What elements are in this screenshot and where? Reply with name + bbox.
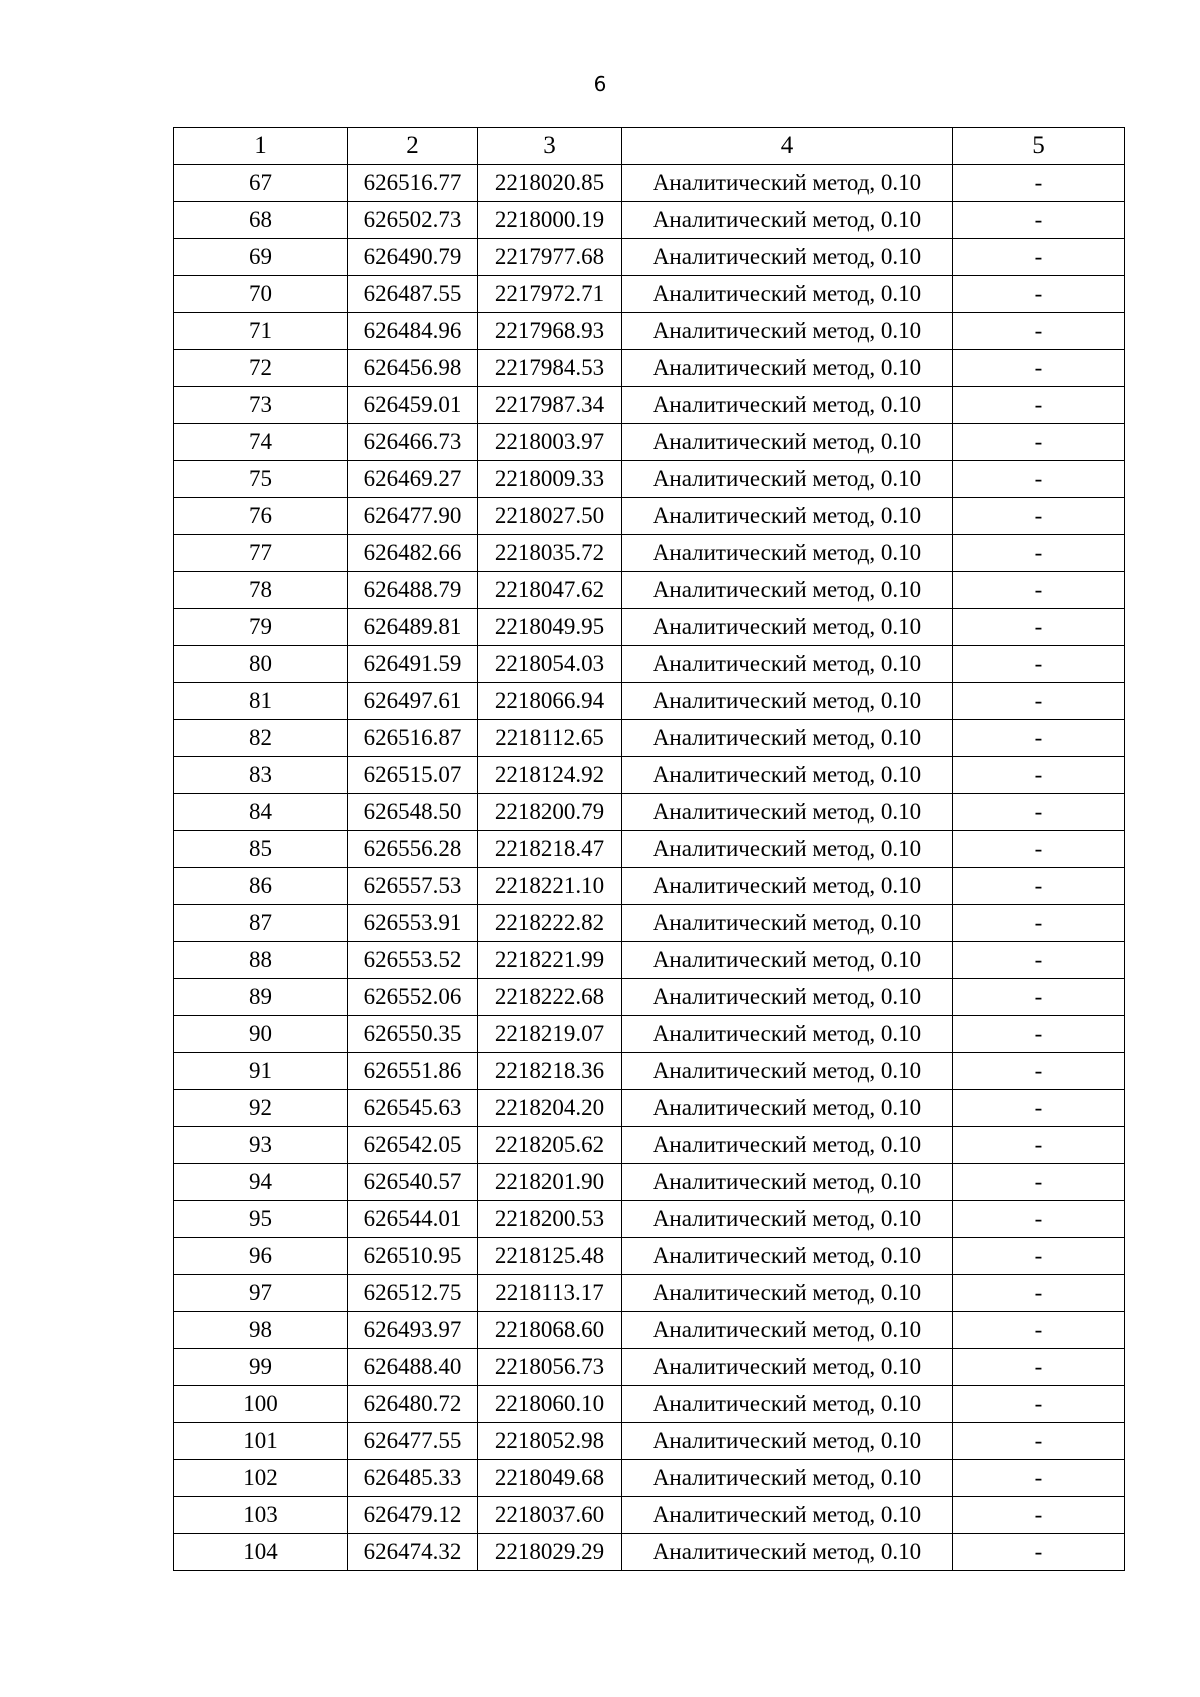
point-number-cell: 76 xyxy=(174,498,348,535)
x-coordinate-cell: 626556.28 xyxy=(348,831,478,868)
y-coordinate-cell: 2218049.95 xyxy=(478,609,622,646)
x-coordinate-cell: 626469.27 xyxy=(348,461,478,498)
table-row xyxy=(174,1534,1125,1571)
table-row xyxy=(174,720,1125,757)
y-coordinate-cell: 2218020.85 xyxy=(478,165,622,202)
table-row xyxy=(174,239,1125,276)
x-coordinate-cell: 626553.52 xyxy=(348,942,478,979)
y-coordinate-cell: 2218219.07 xyxy=(478,1016,622,1053)
y-coordinate-cell: 2218221.10 xyxy=(478,868,622,905)
method-cell: Аналитический метод, 0.10 xyxy=(622,535,953,572)
description-cell: - xyxy=(953,831,1125,868)
point-number-cell: 73 xyxy=(174,387,348,424)
y-coordinate-cell: 2218200.53 xyxy=(478,1201,622,1238)
method-cell: Аналитический метод, 0.10 xyxy=(622,1386,953,1423)
description-cell: - xyxy=(953,1312,1125,1349)
x-coordinate-cell: 626459.01 xyxy=(348,387,478,424)
method-cell: Аналитический метод, 0.10 xyxy=(622,720,953,757)
x-coordinate-cell: 626487.55 xyxy=(348,276,478,313)
table-row xyxy=(174,1349,1125,1386)
description-cell: - xyxy=(953,350,1125,387)
point-number-cell: 86 xyxy=(174,868,348,905)
y-coordinate-cell: 2218222.68 xyxy=(478,979,622,1016)
point-number-cell: 88 xyxy=(174,942,348,979)
point-number-cell: 83 xyxy=(174,757,348,794)
table-row xyxy=(174,1312,1125,1349)
description-cell: - xyxy=(953,1201,1125,1238)
method-cell: Аналитический метод, 0.10 xyxy=(622,942,953,979)
x-coordinate-cell: 626557.53 xyxy=(348,868,478,905)
y-coordinate-cell: 2218066.94 xyxy=(478,683,622,720)
point-number-cell: 74 xyxy=(174,424,348,461)
point-number-cell: 91 xyxy=(174,1053,348,1090)
y-coordinate-cell: 2218003.97 xyxy=(478,424,622,461)
point-number-cell: 104 xyxy=(174,1534,348,1571)
description-cell: - xyxy=(953,535,1125,572)
table-row xyxy=(174,1497,1125,1534)
x-coordinate-cell: 626491.59 xyxy=(348,646,478,683)
x-coordinate-cell: 626480.72 xyxy=(348,1386,478,1423)
method-cell: Аналитический метод, 0.10 xyxy=(622,646,953,683)
point-number-cell: 103 xyxy=(174,1497,348,1534)
x-coordinate-cell: 626456.98 xyxy=(348,350,478,387)
y-coordinate-cell: 2218047.62 xyxy=(478,572,622,609)
y-coordinate-cell: 2218000.19 xyxy=(478,202,622,239)
y-coordinate-cell: 2218060.10 xyxy=(478,1386,622,1423)
point-number-cell: 102 xyxy=(174,1460,348,1497)
point-number-cell: 95 xyxy=(174,1201,348,1238)
x-coordinate-cell: 626544.01 xyxy=(348,1201,478,1238)
x-coordinate-cell: 626510.95 xyxy=(348,1238,478,1275)
point-number-cell: 97 xyxy=(174,1275,348,1312)
point-number-cell: 75 xyxy=(174,461,348,498)
description-cell: - xyxy=(953,313,1125,350)
x-coordinate-cell: 626490.79 xyxy=(348,239,478,276)
description-cell: - xyxy=(953,276,1125,313)
point-number-cell: 89 xyxy=(174,979,348,1016)
method-cell: Аналитический метод, 0.10 xyxy=(622,1090,953,1127)
table-row xyxy=(174,202,1125,239)
method-cell: Аналитический метод, 0.10 xyxy=(622,1349,953,1386)
method-cell: Аналитический метод, 0.10 xyxy=(622,498,953,535)
y-coordinate-cell: 2218200.79 xyxy=(478,794,622,831)
y-coordinate-cell: 2218218.47 xyxy=(478,831,622,868)
point-number-cell: 85 xyxy=(174,831,348,868)
description-cell: - xyxy=(953,202,1125,239)
x-coordinate-cell: 626548.50 xyxy=(348,794,478,831)
description-cell: - xyxy=(953,239,1125,276)
table-row xyxy=(174,461,1125,498)
description-cell: - xyxy=(953,979,1125,1016)
point-number-cell: 100 xyxy=(174,1386,348,1423)
method-cell: Аналитический метод, 0.10 xyxy=(622,239,953,276)
y-coordinate-cell: 2218056.73 xyxy=(478,1349,622,1386)
table-row xyxy=(174,942,1125,979)
y-coordinate-cell: 2217987.34 xyxy=(478,387,622,424)
table-row xyxy=(174,1423,1125,1460)
point-number-cell: 84 xyxy=(174,794,348,831)
header-cell-2: 2 xyxy=(348,128,478,165)
y-coordinate-cell: 2218204.20 xyxy=(478,1090,622,1127)
x-coordinate-cell: 626484.96 xyxy=(348,313,478,350)
description-cell: - xyxy=(953,1386,1125,1423)
y-coordinate-cell: 2218113.17 xyxy=(478,1275,622,1312)
method-cell: Аналитический метод, 0.10 xyxy=(622,1201,953,1238)
y-coordinate-cell: 2217968.93 xyxy=(478,313,622,350)
point-number-cell: 94 xyxy=(174,1164,348,1201)
method-cell: Аналитический метод, 0.10 xyxy=(622,794,953,831)
y-coordinate-cell: 2218221.99 xyxy=(478,942,622,979)
description-cell: - xyxy=(953,646,1125,683)
x-coordinate-cell: 626488.79 xyxy=(348,572,478,609)
point-number-cell: 81 xyxy=(174,683,348,720)
y-coordinate-cell: 2218068.60 xyxy=(478,1312,622,1349)
method-cell: Аналитический метод, 0.10 xyxy=(622,424,953,461)
table-row xyxy=(174,609,1125,646)
table-row xyxy=(174,1386,1125,1423)
table-row xyxy=(174,424,1125,461)
method-cell: Аналитический метод, 0.10 xyxy=(622,1127,953,1164)
table-row xyxy=(174,868,1125,905)
table-body xyxy=(174,165,1125,1571)
coordinates-table xyxy=(173,127,1125,1571)
method-cell: Аналитический метод, 0.10 xyxy=(622,1275,953,1312)
y-coordinate-cell: 2218124.92 xyxy=(478,757,622,794)
method-cell: Аналитический метод, 0.10 xyxy=(622,757,953,794)
point-number-cell: 90 xyxy=(174,1016,348,1053)
y-coordinate-cell: 2218125.48 xyxy=(478,1238,622,1275)
method-cell: Аналитический метод, 0.10 xyxy=(622,905,953,942)
point-number-cell: 70 xyxy=(174,276,348,313)
x-coordinate-cell: 626545.63 xyxy=(348,1090,478,1127)
point-number-cell: 79 xyxy=(174,609,348,646)
method-cell: Аналитический метод, 0.10 xyxy=(622,1534,953,1571)
method-cell: Аналитический метод, 0.10 xyxy=(622,609,953,646)
x-coordinate-cell: 626482.66 xyxy=(348,535,478,572)
x-coordinate-cell: 626489.81 xyxy=(348,609,478,646)
x-coordinate-cell: 626550.35 xyxy=(348,1016,478,1053)
method-cell: Аналитический метод, 0.10 xyxy=(622,831,953,868)
description-cell: - xyxy=(953,1053,1125,1090)
table-row xyxy=(174,1238,1125,1275)
method-cell: Аналитический метод, 0.10 xyxy=(622,868,953,905)
method-cell: Аналитический метод, 0.10 xyxy=(622,387,953,424)
y-coordinate-cell: 2217972.71 xyxy=(478,276,622,313)
point-number-cell: 72 xyxy=(174,350,348,387)
y-coordinate-cell: 2218218.36 xyxy=(478,1053,622,1090)
method-cell: Аналитический метод, 0.10 xyxy=(622,1312,953,1349)
y-coordinate-cell: 2218054.03 xyxy=(478,646,622,683)
description-cell: - xyxy=(953,683,1125,720)
y-coordinate-cell: 2218029.29 xyxy=(478,1534,622,1571)
y-coordinate-cell: 2218049.68 xyxy=(478,1460,622,1497)
description-cell: - xyxy=(953,1016,1125,1053)
y-coordinate-cell: 2218222.82 xyxy=(478,905,622,942)
table-row xyxy=(174,165,1125,202)
description-cell: - xyxy=(953,609,1125,646)
header-cell-1: 1 xyxy=(174,128,348,165)
method-cell: Аналитический метод, 0.10 xyxy=(622,1016,953,1053)
table-row xyxy=(174,757,1125,794)
table-row xyxy=(174,1053,1125,1090)
x-coordinate-cell: 626474.32 xyxy=(348,1534,478,1571)
point-number-cell: 99 xyxy=(174,1349,348,1386)
y-coordinate-cell: 2218205.62 xyxy=(478,1127,622,1164)
table-row xyxy=(174,1016,1125,1053)
point-number-cell: 92 xyxy=(174,1090,348,1127)
x-coordinate-cell: 626516.77 xyxy=(348,165,478,202)
table-row xyxy=(174,1275,1125,1312)
y-coordinate-cell: 2217977.68 xyxy=(478,239,622,276)
description-cell: - xyxy=(953,387,1125,424)
method-cell: Аналитический метод, 0.10 xyxy=(622,1497,953,1534)
description-cell: - xyxy=(953,1423,1125,1460)
point-number-cell: 77 xyxy=(174,535,348,572)
x-coordinate-cell: 626477.90 xyxy=(348,498,478,535)
point-number-cell: 98 xyxy=(174,1312,348,1349)
x-coordinate-cell: 626515.07 xyxy=(348,757,478,794)
method-cell: Аналитический метод, 0.10 xyxy=(622,979,953,1016)
table-row xyxy=(174,572,1125,609)
description-cell: - xyxy=(953,1090,1125,1127)
table-row xyxy=(174,498,1125,535)
x-coordinate-cell: 626540.57 xyxy=(348,1164,478,1201)
x-coordinate-cell: 626479.12 xyxy=(348,1497,478,1534)
table-row xyxy=(174,1090,1125,1127)
x-coordinate-cell: 626493.97 xyxy=(348,1312,478,1349)
method-cell: Аналитический метод, 0.10 xyxy=(622,1238,953,1275)
table-row xyxy=(174,979,1125,1016)
method-cell: Аналитический метод, 0.10 xyxy=(622,1164,953,1201)
y-coordinate-cell: 2218201.90 xyxy=(478,1164,622,1201)
table-row xyxy=(174,313,1125,350)
table-header xyxy=(174,128,1125,165)
description-cell: - xyxy=(953,1349,1125,1386)
point-number-cell: 82 xyxy=(174,720,348,757)
x-coordinate-cell: 626488.40 xyxy=(348,1349,478,1386)
table-row xyxy=(174,535,1125,572)
x-coordinate-cell: 626466.73 xyxy=(348,424,478,461)
description-cell: - xyxy=(953,1497,1125,1534)
description-cell: - xyxy=(953,942,1125,979)
method-cell: Аналитический метод, 0.10 xyxy=(622,461,953,498)
x-coordinate-cell: 626516.87 xyxy=(348,720,478,757)
table-row xyxy=(174,350,1125,387)
point-number-cell: 69 xyxy=(174,239,348,276)
description-cell: - xyxy=(953,461,1125,498)
point-number-cell: 101 xyxy=(174,1423,348,1460)
description-cell: - xyxy=(953,1534,1125,1571)
y-coordinate-cell: 2218035.72 xyxy=(478,535,622,572)
header-cell-4: 4 xyxy=(622,128,953,165)
table-row xyxy=(174,794,1125,831)
header-cell-5: 5 xyxy=(953,128,1125,165)
x-coordinate-cell: 626477.55 xyxy=(348,1423,478,1460)
method-cell: Аналитический метод, 0.10 xyxy=(622,1053,953,1090)
description-cell: - xyxy=(953,905,1125,942)
description-cell: - xyxy=(953,868,1125,905)
table-row xyxy=(174,1127,1125,1164)
description-cell: - xyxy=(953,757,1125,794)
method-cell: Аналитический метод, 0.10 xyxy=(622,202,953,239)
method-cell: Аналитический метод, 0.10 xyxy=(622,276,953,313)
description-cell: - xyxy=(953,1460,1125,1497)
x-coordinate-cell: 626485.33 xyxy=(348,1460,478,1497)
x-coordinate-cell: 626502.73 xyxy=(348,202,478,239)
table-row xyxy=(174,905,1125,942)
point-number-cell: 71 xyxy=(174,313,348,350)
description-cell: - xyxy=(953,165,1125,202)
description-cell: - xyxy=(953,1127,1125,1164)
point-number-cell: 67 xyxy=(174,165,348,202)
table-row xyxy=(174,1164,1125,1201)
method-cell: Аналитический метод, 0.10 xyxy=(622,683,953,720)
point-number-cell: 93 xyxy=(174,1127,348,1164)
table-row xyxy=(174,276,1125,313)
point-number-cell: 80 xyxy=(174,646,348,683)
description-cell: - xyxy=(953,794,1125,831)
method-cell: Аналитический метод, 0.10 xyxy=(622,1460,953,1497)
header-cell-3: 3 xyxy=(478,128,622,165)
table-row xyxy=(174,1201,1125,1238)
method-cell: Аналитический метод, 0.10 xyxy=(622,165,953,202)
table-row xyxy=(174,1460,1125,1497)
x-coordinate-cell: 626553.91 xyxy=(348,905,478,942)
x-coordinate-cell: 626552.06 xyxy=(348,979,478,1016)
x-coordinate-cell: 626551.86 xyxy=(348,1053,478,1090)
x-coordinate-cell: 626512.75 xyxy=(348,1275,478,1312)
point-number-cell: 96 xyxy=(174,1238,348,1275)
y-coordinate-cell: 2218112.65 xyxy=(478,720,622,757)
method-cell: Аналитический метод, 0.10 xyxy=(622,1423,953,1460)
description-cell: - xyxy=(953,720,1125,757)
header-row xyxy=(174,128,1125,165)
y-coordinate-cell: 2218009.33 xyxy=(478,461,622,498)
y-coordinate-cell: 2218027.50 xyxy=(478,498,622,535)
table-row xyxy=(174,683,1125,720)
method-cell: Аналитический метод, 0.10 xyxy=(622,313,953,350)
x-coordinate-cell: 626542.05 xyxy=(348,1127,478,1164)
table-row xyxy=(174,646,1125,683)
method-cell: Аналитический метод, 0.10 xyxy=(622,350,953,387)
y-coordinate-cell: 2218052.98 xyxy=(478,1423,622,1460)
point-number-cell: 68 xyxy=(174,202,348,239)
point-number-cell: 87 xyxy=(174,905,348,942)
table-row xyxy=(174,387,1125,424)
page-number: 6 xyxy=(593,72,607,96)
x-coordinate-cell: 626497.61 xyxy=(348,683,478,720)
description-cell: - xyxy=(953,424,1125,461)
point-number-cell: 78 xyxy=(174,572,348,609)
description-cell: - xyxy=(953,572,1125,609)
y-coordinate-cell: 2217984.53 xyxy=(478,350,622,387)
description-cell: - xyxy=(953,1164,1125,1201)
method-cell: Аналитический метод, 0.10 xyxy=(622,572,953,609)
description-cell: - xyxy=(953,498,1125,535)
description-cell: - xyxy=(953,1275,1125,1312)
y-coordinate-cell: 2218037.60 xyxy=(478,1497,622,1534)
description-cell: - xyxy=(953,1238,1125,1275)
table-row xyxy=(174,831,1125,868)
